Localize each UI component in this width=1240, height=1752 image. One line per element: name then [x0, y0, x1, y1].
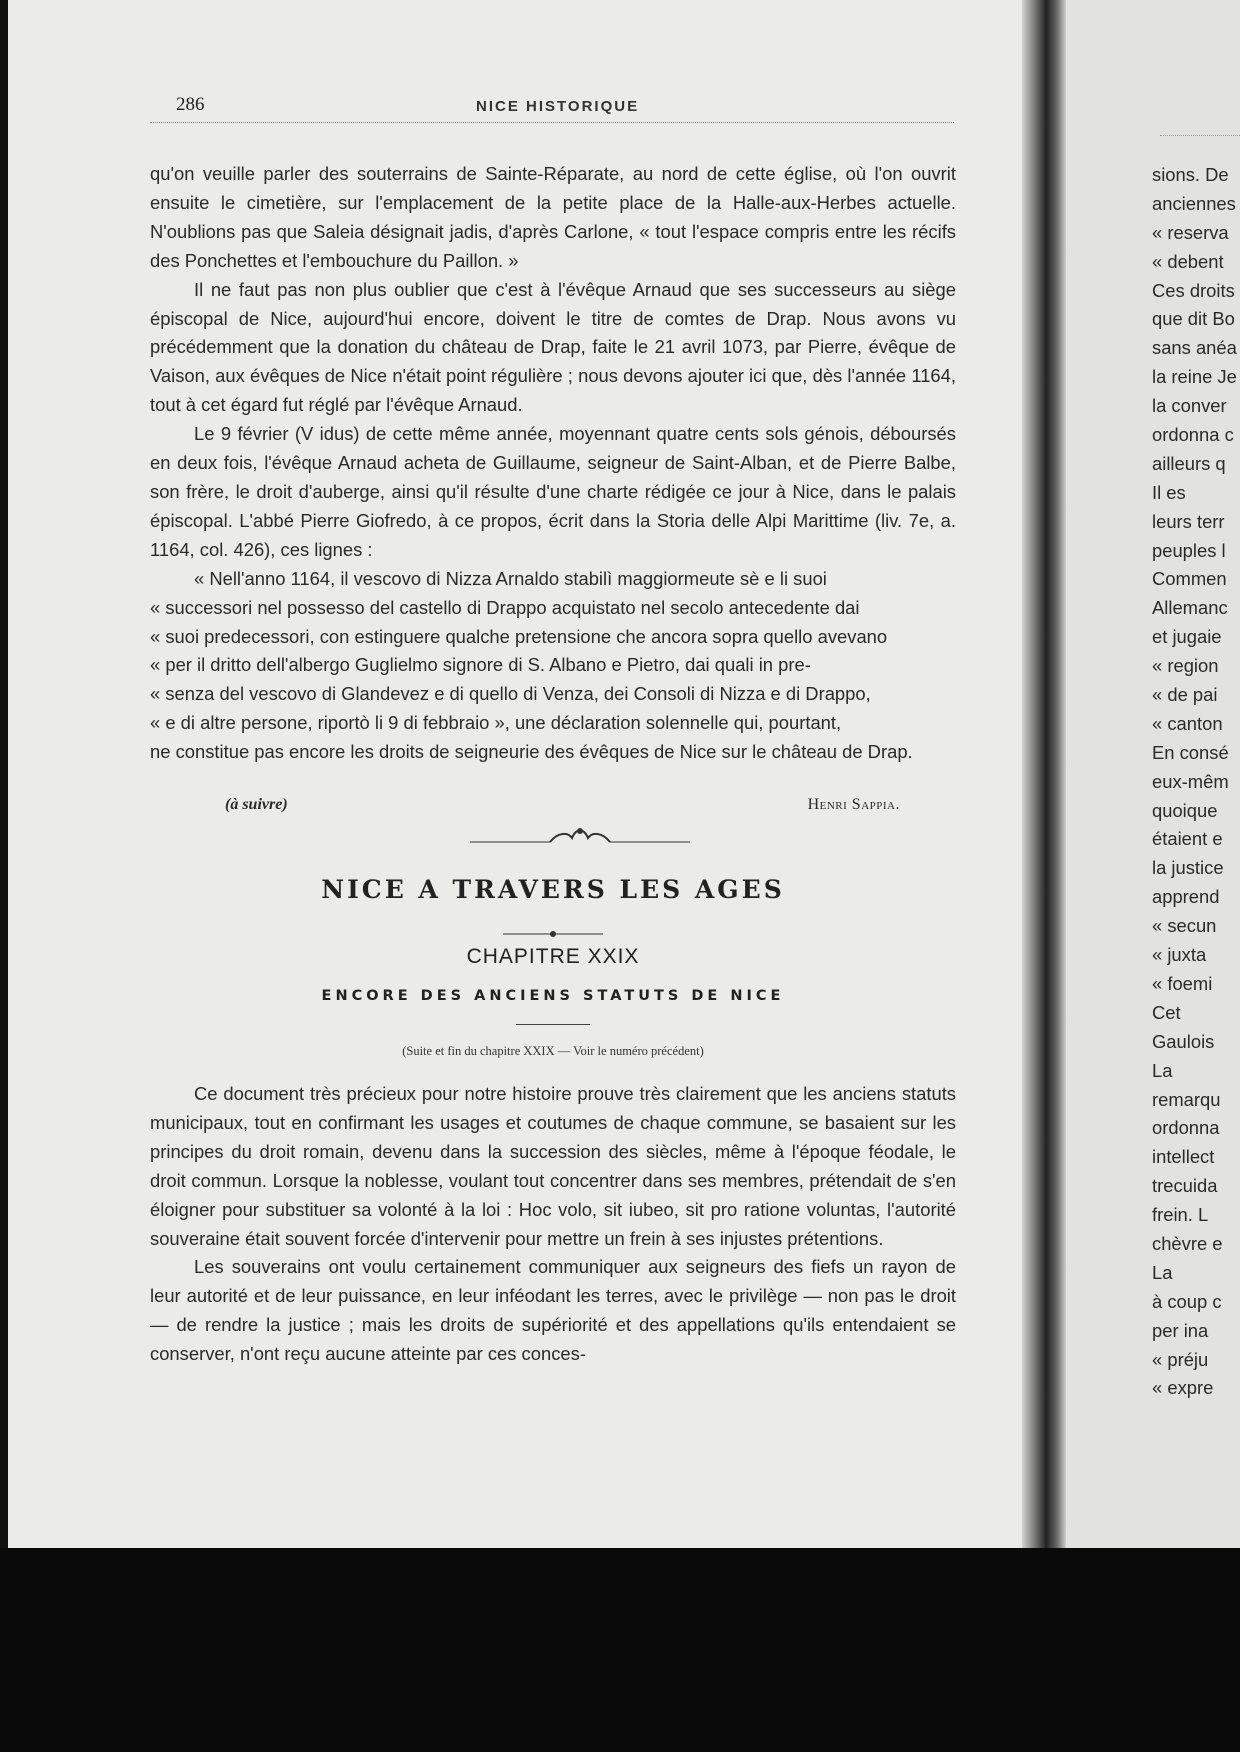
fragment-line: peuples l — [1152, 539, 1226, 561]
bottom-text-block — [150, 1080, 956, 1369]
fragment-line: frein. L — [1152, 1204, 1209, 1226]
fragment-line: la reine Je — [1152, 366, 1237, 388]
fragment-line: eux-mêm — [1152, 770, 1229, 792]
fragment-line: que dit Bo — [1152, 308, 1235, 330]
fragment-line: « juxta — [1152, 944, 1207, 966]
fragment-line: quoique — [1152, 799, 1218, 821]
right-page — [1066, 0, 1240, 1548]
book-gutter — [1022, 0, 1066, 1548]
fragment-line: « debent — [1152, 250, 1224, 272]
fragment-line: étaient e — [1152, 828, 1223, 850]
fragment-line: « secun — [1152, 915, 1217, 937]
fragment-line: « region — [1152, 655, 1219, 677]
signature-row — [150, 796, 900, 822]
author-signature: Henri Sappia. — [807, 796, 900, 813]
fragment-line: « foemi — [1152, 972, 1213, 994]
chapter-subtitle: ENCORE DES ANCIENS STATUTS DE NICE — [321, 988, 785, 1004]
fragment-line: remarqu — [1152, 1088, 1221, 1110]
fragment-line: « de pai — [1152, 684, 1218, 706]
quote-line: « e di altre persone, riportò li 9 di febbraio », une déclaration solennelle qui, pourtant, — [150, 712, 842, 734]
fragment-line: ordonna — [1152, 1117, 1220, 1139]
paragraph: qu'on veuille parler des souterrains de Sainte-Réparate, au nord de cette église, où l'on ouvrit ensuite le cimetière, sur l'emplacement de la petite place de la Halle-aux-Herbes actuelle. N'oublions pas que Saleia désignait jadis, d'après Carlone, « tout l'espace compris entre les récifs des Ponchettes et l'embouchure du Paillon. » — [150, 163, 956, 271]
fragment-line: ailleurs q — [1152, 452, 1226, 474]
fragment-line: per ina — [1152, 1319, 1209, 1341]
fragment-line: sans anéa — [1152, 337, 1237, 359]
fragment-line: intellect — [1152, 1146, 1215, 1168]
fleuron-ornament — [470, 820, 690, 850]
fragment-line: « préju — [1152, 1348, 1209, 1370]
running-head: NICE HISTORIQUE — [476, 98, 640, 115]
paragraph: Le 9 février (V idus) de cette même année, moyennant quatre cents sols génois, déboursés en deux fois, l'évêque Arnaud acheta de Guillaume, seigneur de Saint-Alban, et de Pierre Balbe, son frère, le droit d'auberge, ainsi qu'il résulte d'une charte rédigée ce jour à Nice, dans le palais épiscopal. L'abbé Pierre Giofredo, à ce propos, écrit dans la Storia delle Alpi Marittime (liv. 7e, a. 1164, col. 426), ces lignes : — [150, 423, 956, 560]
paragraph: Ce document très précieux pour notre histoire prouve très clairement que les anciens statuts municipaux, tout en confirmant les usages et coutumes de chaque commune, se basaient sur les principes du droit romain, devenu dans la succession des siècles, même à l'époque féodale, le droit commun. Lorsque la noblesse, voulant tout concentrer dans ses membres, prétendait de s'en éloigner pour substituer sa volonté à la loi : Hoc volo, sit iubeo, sit pro ratione voluntas, l'autorité souveraine était souvent forcée d'intervenir pour mettre un frein à ses injustes prétentions. — [150, 1083, 956, 1249]
fragment-line: Allemanc — [1152, 597, 1228, 619]
section-title: NICE A TRAVERS LES AGES — [321, 875, 785, 904]
quote-line: « senza del vescovo di Glandevez e di quello di Venza, dei Consoli di Nizza e di Drappo, — [150, 683, 871, 705]
fragment-line: apprend — [1152, 886, 1220, 908]
top-text-block — [150, 160, 956, 767]
fragment-line: et jugaie — [1152, 626, 1222, 648]
fragment-line: Gaulois — [1152, 1030, 1215, 1052]
quote-line: « suoi predecessori, con estinguere qualche pretensione che ancora sopra quello avevano — [150, 625, 888, 647]
fragment-line: La — [1152, 1261, 1173, 1283]
chapter-note: (Suite et fin du chapitre XXIX — Voir le numéro précédent) — [402, 1044, 704, 1058]
fragment-line: trecuida — [1152, 1175, 1218, 1197]
quote-line: « Nell'anno 1164, il vescovo di Nizza Arnaldo stabilì maggiormeute sè e li suoi — [194, 567, 827, 589]
right-page-fragments — [1152, 161, 1240, 1403]
fragment-line: leurs terr — [1152, 510, 1225, 532]
fragment-line: Il es — [1152, 481, 1186, 503]
fragment-line: En consé — [1152, 741, 1229, 763]
paragraph: ne constitue pas encore les droits de seigneurie des évêques de Nice sur le château de Drap. — [150, 741, 913, 763]
fragment-line: « canton — [1152, 712, 1223, 734]
fragment-line: ordonna c — [1152, 424, 1234, 446]
fragment-line: La — [1152, 1059, 1173, 1081]
fragment-line: sions. De — [1152, 164, 1229, 185]
fragment-line: Cet — [1152, 1001, 1181, 1023]
fragment-line: la justice — [1152, 857, 1224, 879]
page-number: 286 — [176, 94, 205, 115]
short-rule — [516, 1024, 590, 1025]
fragment-line: anciennes — [1152, 192, 1236, 214]
left-page — [8, 0, 1030, 1548]
fragment-line: chèvre e — [1152, 1232, 1223, 1254]
quote-line: « per il dritto dell'albergo Guglielmo signore di S. Albano e Pietro, dai quali in pre- — [150, 654, 811, 676]
fragment-line: à coup c — [1152, 1290, 1222, 1312]
paragraph: Les souverains ont voulu certainement communiquer aux seigneurs des fiefs un rayon de leur autorité et de leur puissance, en leur inféodant les terres, avec le privilège — non pas le droit — de rendre la justice ; mais les droits de supériorité et des appellations qu'ils entendaient se conserver, n'ont reçu aucune atteinte par ces conces- — [150, 1256, 956, 1365]
italian-quote — [150, 565, 956, 738]
fragment-line: Commen — [1152, 568, 1227, 590]
paragraph: Il ne faut pas non plus oublier que c'est à l'évêque Arnaud que ses successeurs au siège épiscopal de Nice, aujourd'hui encore, doivent le titre de comtes de Drap. Nous avons vu précédemment que la donation du château de Drap, faite le 21 avril 1073, par Pierre, évêque de Vaison, aux évêques de Nice n'était point régulière ; nous devons ajouter ici que, dès l'année 1164, tout à cet égard fut réglé par l'évêque Arnaud. — [150, 278, 956, 416]
fragment-line: « expre — [1152, 1377, 1214, 1399]
fragment-line: Ces droits — [1152, 279, 1235, 301]
fragment-line: « reserva — [1152, 221, 1229, 243]
scan-background — [0, 1548, 1240, 1752]
quote-line: « successori nel possesso del castello di Drappo acquistato nel secolo antecedente dai — [150, 596, 860, 618]
chapter-heading: CHAPITRE XXIX — [466, 945, 640, 968]
decorative-rule — [503, 928, 603, 940]
page-edge — [0, 0, 8, 1548]
right-header-rule — [1160, 135, 1240, 136]
page-header — [150, 92, 954, 123]
to-be-continued: (à suivre) — [225, 796, 288, 813]
fragment-line: la conver — [1152, 395, 1227, 417]
